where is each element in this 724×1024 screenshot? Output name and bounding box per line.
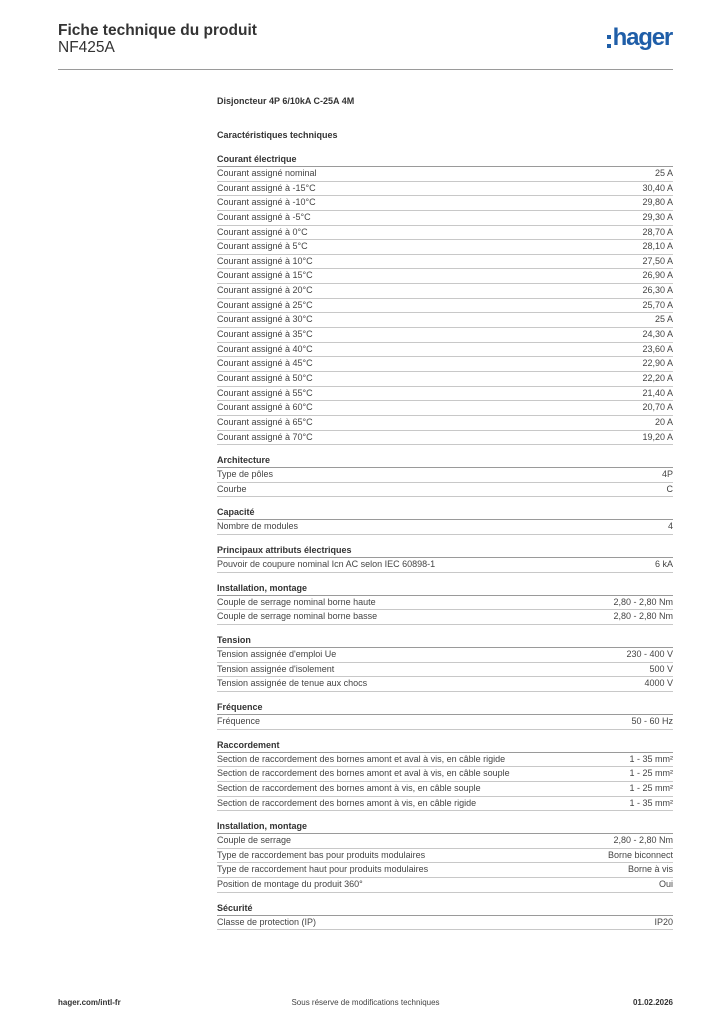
spec-value: 19,20 A [642, 431, 673, 442]
spec-value: 4P [661, 469, 673, 480]
spec-table [217, 166, 673, 445]
spec-label: Courant assigné nominal [217, 168, 317, 178]
spec-label: Courant assigné à 55°C [217, 387, 313, 398]
spec-value: 1 - 35 mm² [629, 753, 673, 764]
spec-section [217, 455, 673, 497]
spec-value: 6 kA [654, 559, 673, 570]
spec-row [217, 328, 673, 343]
spec-row [217, 226, 673, 241]
spec-value: 28,10 A [642, 241, 673, 252]
spec-label: Courant assigné à 65°C [217, 416, 313, 427]
section-title: Capacité [217, 507, 255, 518]
spec-sections [217, 154, 673, 930]
spec-label: Section de raccordement des bornes amont et aval à vis, en câble souple [217, 768, 510, 779]
spec-label: Courant assigné à 70°C [217, 431, 313, 442]
spec-row [217, 677, 673, 692]
spec-label: Nombre de modules [217, 521, 299, 532]
spec-row [217, 372, 673, 387]
spec-label: Courant assigné à 15°C [217, 270, 313, 281]
spec-label: Type de pôles [217, 469, 274, 480]
spec-value: 20,70 A [642, 402, 673, 413]
spec-label: Courant assigné à 25°C [217, 299, 313, 310]
spec-row [217, 753, 673, 768]
spec-value: 26,90 A [642, 270, 673, 281]
spec-label: Courant assigné à -10°C [217, 197, 316, 208]
spec-table [217, 647, 673, 692]
section-title: Sécurité [217, 902, 253, 913]
spec-label: Couple de serrage nominal borne basse [217, 611, 378, 622]
spec-row [217, 648, 673, 663]
spec-row [217, 269, 673, 284]
spec-value: Borne biconnect [607, 849, 673, 860]
spec-value: 25 A [654, 314, 673, 325]
spec-value: 2,80 - 2,80 Nm [613, 596, 673, 607]
footer-website-link[interactable]: hager.com/intl-fr [58, 998, 121, 1007]
spec-label: Courant assigné à 50°C [217, 372, 313, 383]
section-title: Raccordement [217, 739, 280, 750]
spec-row [217, 387, 673, 402]
spec-label: Courant assigné à 45°C [217, 358, 313, 369]
spec-label: Tension assignée d'isolement [217, 663, 335, 674]
section-title: Fréquence [217, 701, 263, 712]
spec-row [217, 240, 673, 255]
section-title: Courant électrique [217, 154, 297, 164]
footer-date: 01.02.2026 [632, 998, 673, 1007]
spec-label: Classe de protection (IP) [217, 916, 317, 927]
spec-row [217, 416, 673, 431]
spec-section [217, 740, 673, 812]
spec-row [217, 558, 673, 573]
product-name: Disjoncteur 4P 6/10kA C-25A 4M [217, 96, 355, 106]
spec-value: Oui [658, 879, 673, 890]
spec-section [217, 821, 673, 893]
spec-value: 20 A [654, 416, 673, 427]
spec-value: 230 - 400 V [626, 649, 673, 660]
spec-table [217, 833, 673, 893]
spec-value: 22,90 A [642, 358, 673, 369]
spec-label: Couple de serrage nominal borne haute [217, 596, 376, 607]
spec-label: Courant assigné à 60°C [217, 402, 313, 413]
spec-row [217, 431, 673, 446]
spec-value: 1 - 25 mm² [629, 782, 673, 793]
spec-label: Position de montage du produit 360° [217, 879, 363, 890]
page-header [58, 20, 673, 70]
spec-value: 29,30 A [642, 211, 673, 222]
spec-label: Section de raccordement des bornes amont et aval à vis, en câble rigide [217, 753, 506, 764]
section-title: Tension [217, 635, 251, 646]
spec-value: 23,60 A [642, 343, 673, 354]
spec-row [217, 483, 673, 498]
spec-label: Courant assigné à 30°C [217, 314, 313, 325]
spec-row [217, 284, 673, 299]
spec-value: 30,40 A [642, 182, 673, 193]
spec-row [217, 299, 673, 314]
spec-label: Section de raccordement des bornes amont à vis, en câble souple [217, 782, 481, 793]
spec-label: Courant assigné à 40°C [217, 343, 313, 354]
spec-value: IP20 [654, 916, 673, 927]
spec-value: C [666, 483, 673, 494]
spec-table [217, 714, 673, 730]
spec-value: 1 - 35 mm² [629, 797, 673, 808]
spec-row [217, 782, 673, 797]
section-title: Architecture [217, 455, 271, 466]
spec-row [217, 357, 673, 372]
spec-section [217, 507, 673, 535]
logo-dots-icon [607, 35, 611, 48]
document-title: Fiche technique du produit [58, 22, 257, 39]
spec-value: 4 [667, 521, 673, 532]
spec-row [217, 916, 673, 931]
footer-disclaimer: Sous réserve de modifications techniques [291, 998, 440, 1007]
spec-value: 50 - 60 Hz [631, 715, 673, 726]
spec-row [217, 313, 673, 328]
spec-row [217, 663, 673, 678]
spec-label: Courant assigné à 10°C [217, 255, 313, 266]
spec-row [217, 401, 673, 416]
spec-value: Borne à vis [627, 864, 673, 875]
spec-value: 1 - 25 mm² [629, 768, 673, 779]
hager-logo [607, 26, 672, 50]
spec-row [217, 797, 673, 812]
spec-row [217, 211, 673, 226]
spec-row [217, 863, 673, 878]
spec-row [217, 255, 673, 270]
spec-value: 2,80 - 2,80 Nm [613, 835, 673, 846]
spec-value: 28,70 A [642, 226, 673, 237]
spec-value: 25 A [654, 168, 673, 178]
section-title: Installation, montage [217, 582, 308, 593]
spec-label: Courant assigné à 0°C [217, 226, 308, 237]
section-title: Principaux attributs électriques [217, 545, 352, 556]
spec-label: Couple de serrage [217, 835, 292, 846]
spec-label: Type de raccordement bas pour produits modulaires [217, 849, 426, 860]
spec-table [217, 752, 673, 812]
spec-section [217, 903, 673, 931]
spec-value: 500 V [649, 663, 673, 674]
spec-label: Tension assignée de tenue aux chocs [217, 678, 368, 689]
spec-row [217, 196, 673, 211]
spec-row [217, 849, 673, 864]
product-reference: NF425A [58, 39, 115, 56]
spec-row [217, 468, 673, 483]
spec-value: 25,70 A [642, 299, 673, 310]
spec-table [217, 519, 673, 535]
spec-label: Courbe [217, 483, 247, 494]
spec-row [217, 610, 673, 625]
spec-value: 21,40 A [642, 387, 673, 398]
spec-label: Courant assigné à -15°C [217, 182, 316, 193]
spec-row [217, 878, 673, 893]
spec-row [217, 596, 673, 611]
spec-table [217, 595, 673, 625]
spec-row [217, 715, 673, 730]
spec-row [217, 343, 673, 358]
spec-section [217, 635, 673, 692]
spec-value: 24,30 A [642, 329, 673, 340]
spec-section [217, 545, 673, 573]
spec-table [217, 467, 673, 497]
spec-label: Section de raccordement des bornes amont à vis, en câble rigide [217, 797, 477, 808]
spec-label: Courant assigné à 35°C [217, 329, 313, 340]
spec-label: Pouvoir de coupure nominal Icn AC selon IEC 60898-1 [217, 559, 436, 570]
spec-row [217, 520, 673, 535]
spec-value: 26,30 A [642, 285, 673, 296]
logo-wordmark: hager [612, 24, 672, 51]
specs-heading: Caractéristiques techniques [217, 130, 338, 140]
spec-label: Courant assigné à -5°C [217, 211, 311, 222]
spec-value: 4000 V [644, 678, 673, 689]
spec-row [217, 834, 673, 849]
spec-label: Courant assigné à 5°C [217, 241, 308, 252]
section-title: Installation, montage [217, 821, 308, 832]
spec-value: 22,20 A [642, 372, 673, 383]
spec-label: Courant assigné à 20°C [217, 285, 313, 296]
spec-value: 29,80 A [642, 197, 673, 208]
spec-section [217, 583, 673, 625]
spec-sheet-content [217, 96, 673, 930]
spec-label: Type de raccordement haut pour produits modulaires [217, 864, 429, 875]
spec-value: 27,50 A [642, 255, 673, 266]
spec-section [217, 702, 673, 730]
spec-table [217, 915, 673, 931]
spec-row [217, 182, 673, 197]
spec-label: Fréquence [217, 715, 261, 726]
spec-row [217, 167, 673, 182]
spec-table [217, 557, 673, 573]
spec-section [217, 154, 673, 445]
spec-row [217, 767, 673, 782]
spec-label: Tension assignée d'emploi Ue [217, 649, 337, 660]
spec-value: 2,80 - 2,80 Nm [613, 611, 673, 622]
